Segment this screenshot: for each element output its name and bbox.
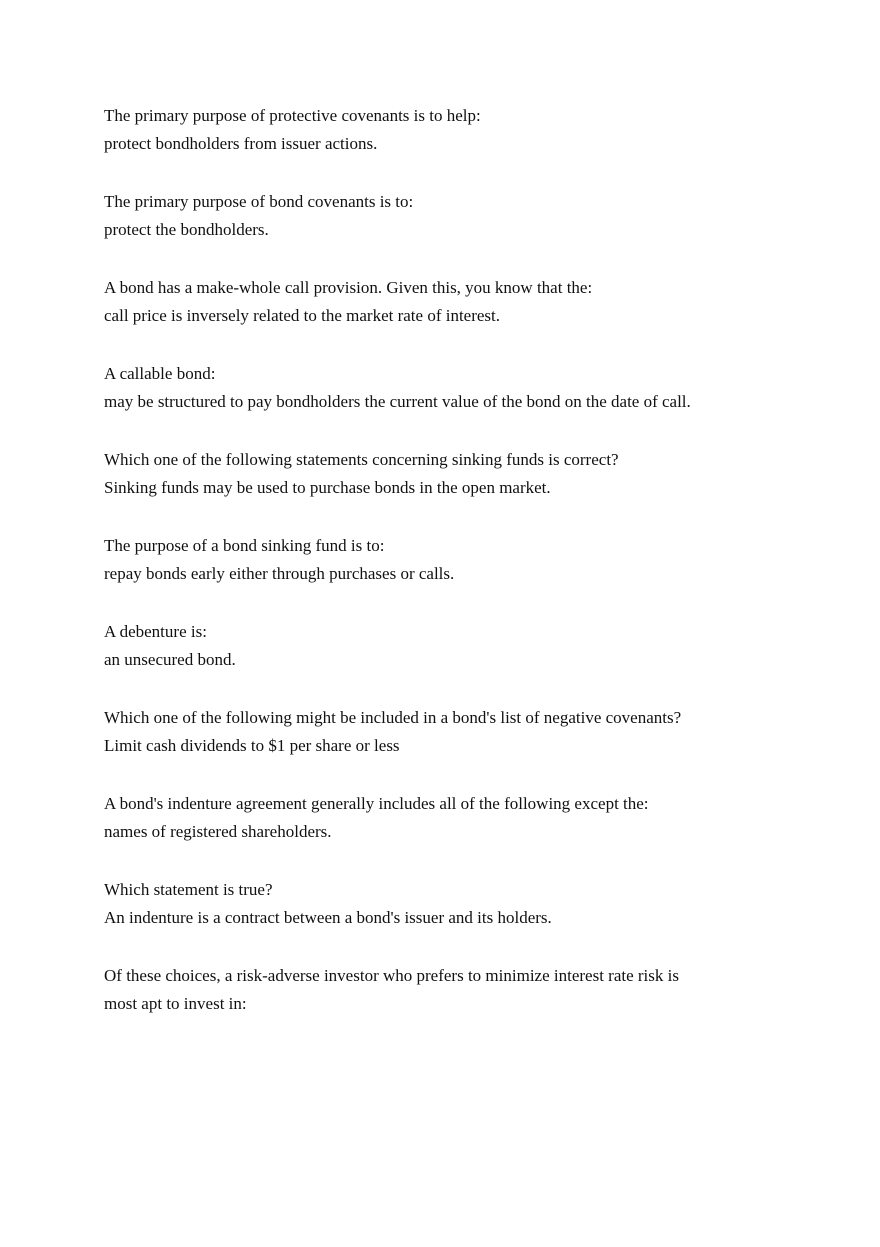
qa-item (104, 790, 844, 846)
answer-text: repay bonds early either through purchases or calls. (104, 564, 455, 583)
qa-item (104, 704, 844, 760)
qa-item (104, 102, 844, 158)
question-text: A debenture is: (104, 622, 207, 641)
question-text: Which one of the following statements concerning sinking funds is correct? (104, 450, 619, 469)
qa-item (104, 446, 844, 502)
qa-item-unanswered (104, 962, 844, 1018)
qa-item (104, 532, 844, 588)
question-text: Which one of the following might be included in a bond's list of negative covenants? (104, 708, 682, 727)
answer-text: call price is inversely related to the market rate of interest. (104, 306, 501, 325)
question-text-line-1: Of these choices, a risk-adverse investor who prefers to minimize interest rate risk is (104, 966, 679, 985)
answer-text: An indenture is a contract between a bond's issuer and its holders. (104, 908, 552, 927)
question-text: A bond has a make-whole call provision. Given this, you know that the: (104, 278, 593, 297)
answer-text: names of registered shareholders. (104, 822, 332, 841)
qa-item (104, 876, 844, 932)
question-text: Which statement is true? (104, 880, 273, 899)
question-text-line-2: most apt to invest in: (104, 994, 247, 1013)
answer-text: protect the bondholders. (104, 220, 269, 239)
qa-item (104, 188, 844, 244)
answer-text: Limit cash dividends to $1 per share or less (104, 736, 400, 755)
answer-text: protect bondholders from issuer actions. (104, 134, 378, 153)
question-text: The primary purpose of protective covenants is to help: (104, 106, 481, 125)
question-text: A callable bond: (104, 364, 216, 383)
question-text: The primary purpose of bond covenants is to: (104, 192, 414, 211)
qa-item (104, 618, 844, 674)
question-text: The purpose of a bond sinking fund is to: (104, 536, 385, 555)
answer-text: an unsecured bond. (104, 650, 236, 669)
question-text: A bond's indenture agreement generally includes all of the following except the: (104, 794, 649, 813)
qa-item (104, 360, 844, 416)
qa-item (104, 274, 844, 330)
answer-text: may be structured to pay bondholders the current value of the bond on the date of call. (104, 392, 691, 411)
document-body (104, 102, 844, 1048)
answer-text: Sinking funds may be used to purchase bonds in the open market. (104, 478, 551, 497)
